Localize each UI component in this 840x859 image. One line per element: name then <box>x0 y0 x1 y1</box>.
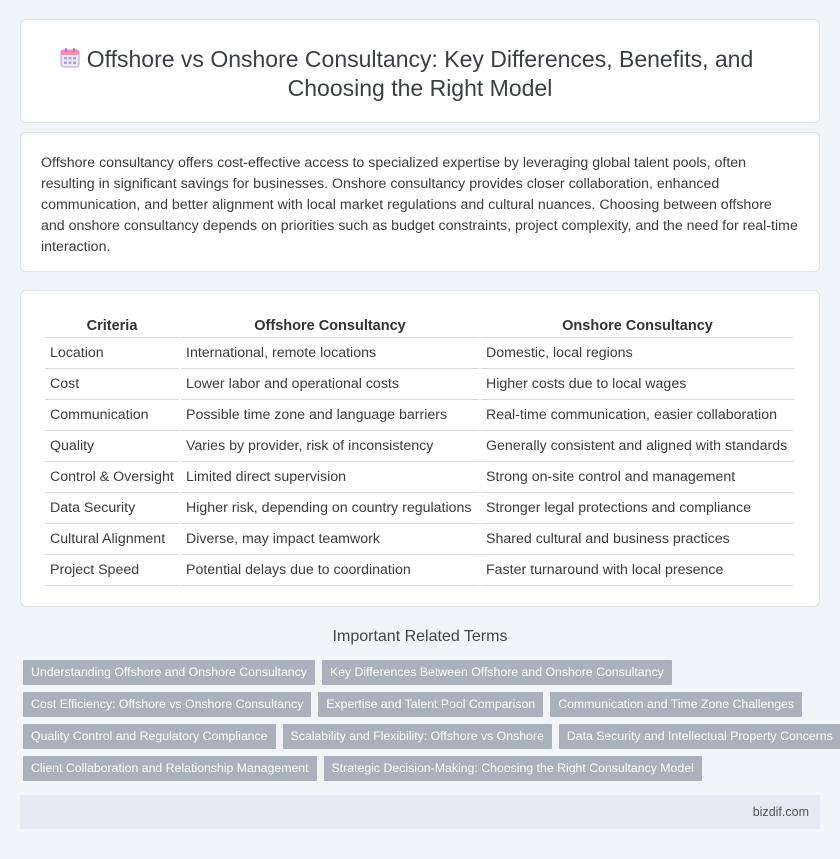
table-row <box>45 555 794 586</box>
criteria-cell: Data Security <box>45 493 179 524</box>
footer-site-link[interactable]: bizdif.com <box>752 805 809 819</box>
related-tags-row <box>23 692 802 717</box>
table-header-row <box>45 315 794 338</box>
related-tags-row <box>23 756 702 781</box>
table-row <box>45 400 794 431</box>
criteria-cell: Project Speed <box>45 555 179 586</box>
column-header-onshore: Onshore Consultancy <box>481 315 794 338</box>
offshore-cell: International, remote locations <box>181 338 479 369</box>
onshore-cell: Stronger legal protections and compliance <box>481 493 794 524</box>
offshore-cell: Limited direct supervision <box>181 462 479 493</box>
table-row <box>45 462 794 493</box>
related-tag[interactable]: Cost Efficiency: Offshore vs Onshore Consultancy <box>23 692 311 717</box>
table-row <box>45 369 794 400</box>
related-tag[interactable]: Expertise and Talent Pool Comparison <box>318 692 543 717</box>
onshore-cell: Real-time communication, easier collaboration <box>481 400 794 431</box>
related-tags-row <box>23 724 840 749</box>
table-row <box>45 338 794 369</box>
onshore-cell: Domestic, local regions <box>481 338 794 369</box>
table-row <box>45 524 794 555</box>
offshore-cell: Lower labor and operational costs <box>181 369 479 400</box>
intro-card <box>20 132 820 272</box>
offshore-cell: Potential delays due to coordination <box>181 555 479 586</box>
onshore-cell: Strong on-site control and management <box>481 462 794 493</box>
related-tag[interactable]: Key Differences Between Offshore and Onshore Consultancy <box>322 660 672 685</box>
criteria-cell: Location <box>45 338 179 369</box>
related-terms-heading: Important Related Terms <box>332 628 508 645</box>
criteria-cell: Communication <box>45 400 179 431</box>
related-tag[interactable]: Understanding Offshore and Onshore Consultancy <box>23 660 315 685</box>
related-tag[interactable]: Strategic Decision-Making: Choosing the Right Consultancy Model <box>324 756 702 781</box>
offshore-cell: Higher risk, depending on country regulations <box>181 493 479 524</box>
onshore-cell: Higher costs due to local wages <box>481 369 794 400</box>
related-tag[interactable]: Client Collaboration and Relationship Management <box>23 756 317 781</box>
onshore-cell: Faster turnaround with local presence <box>481 555 794 586</box>
comparison-table-card <box>20 290 820 607</box>
table-row <box>45 431 794 462</box>
related-tag[interactable]: Communication and Time Zone Challenges <box>550 692 802 717</box>
table-row <box>45 493 794 524</box>
offshore-cell: Diverse, may impact teamwork <box>181 524 479 555</box>
footer <box>20 795 820 829</box>
onshore-cell: Shared cultural and business practices <box>481 524 794 555</box>
intro-paragraph: Offshore consultancy offers cost-effective access to specialized expertise by leveraging global talent pools, often resulting in significant savings for businesses. Onshore consultancy provides closer collaboration, enhanced communication, and better alignment with local market regulations and cultural nuances. Choosing between offshore and onshore consultancy depends on priorities such as budget constraints, project complexity, and the need for real-time interaction. <box>41 155 798 255</box>
criteria-cell: Cost <box>45 369 179 400</box>
related-tag[interactable]: Scalability and Flexibility: Offshore vs Onshore <box>283 724 552 749</box>
related-tag[interactable]: Quality Control and Regulatory Compliance <box>23 724 276 749</box>
related-tag[interactable]: Data Security and Intellectual Property Concerns <box>559 724 840 749</box>
column-header-offshore: Offshore Consultancy <box>181 315 479 338</box>
related-tags-row <box>23 660 672 685</box>
comparison-table <box>43 315 796 586</box>
offshore-cell: Possible time zone and language barriers <box>181 400 479 431</box>
header-card <box>20 19 820 123</box>
column-header-criteria: Criteria <box>45 315 179 338</box>
criteria-cell: Quality <box>45 431 179 462</box>
criteria-cell: Control & Oversight <box>45 462 179 493</box>
criteria-cell: Cultural Alignment <box>45 524 179 555</box>
onshore-cell: Generally consistent and aligned with standards <box>481 431 794 462</box>
offshore-cell: Varies by provider, risk of inconsistency <box>181 431 479 462</box>
page-title: Offshore vs Onshore Consultancy: Key Differences, Benefits, and Choosing the Right Model <box>86 46 754 101</box>
